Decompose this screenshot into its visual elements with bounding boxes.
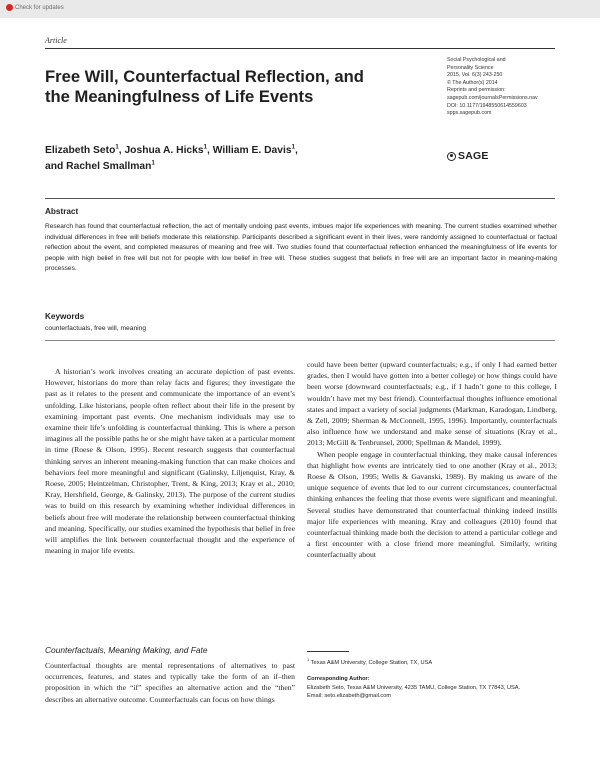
author-affiliation-mark: 1: [291, 144, 295, 151]
body-paragraph: Counterfactual thoughts are mental representations of alternatives to past occurrences, features, and states and typically take the form of an if–then proposition in which the “if” specifies an alternative action and the “then” describes an alternative outcome. Counterfactuals can focus on how things: [45, 661, 295, 704]
journal-site-link[interactable]: spps.sagepub.com: [447, 110, 492, 117]
author-affiliation-mark: 1: [203, 144, 207, 151]
author-list: [45, 143, 405, 175]
author-name: Elizabeth Seto: [45, 145, 116, 156]
affiliation-note: [307, 659, 557, 668]
body-right-column: [307, 359, 557, 561]
abstract-heading: Abstract: [45, 207, 79, 216]
abstract-divider: [45, 198, 555, 199]
sage-ring-icon: [447, 152, 456, 161]
author-affiliation-mark: 1: [115, 144, 119, 151]
check-for-updates-badge[interactable]: [6, 4, 64, 11]
footnote: [307, 659, 557, 701]
check-for-updates-label: Check for updates: [15, 4, 64, 11]
affiliation-text: Texas A&M University, College Station, TX, USA: [310, 660, 433, 666]
corresponding-author-email[interactable]: Email: seto.elizabeth@gmail.com: [307, 693, 392, 700]
affiliation-mark: 1: [307, 657, 310, 663]
abstract-text: Research has found that counterfactual reflection, the act of mentally undoing past events, imbues major life experiences with meaning. The current studies examined whether individual differences in free will beliefs moderate this relationship. Participants described a significant event in their lives, were randomly assigned to counterfactual or factual reflection about the event, and completed measures of meaning and free will. Two studies found that counterfactual reflection enhanced the meaningfulness of life events for people with high belief in free will but not for people with low belief in free will. These studies suggest that beliefs in free will are an important factor in meaning-making processes.: [45, 223, 557, 272]
keywords-divider: [45, 340, 555, 341]
header-divider: [45, 48, 555, 49]
corresponding-author-address: Elizabeth Seto, Texas A&M University, 4235 TAMU, College Station, TX 77843, USA.: [307, 684, 521, 691]
author-separator: ,: [118, 145, 125, 156]
journal-info: [447, 57, 559, 118]
body-paragraph: When people engage in counterfactual thinking, they make causal inferences that highlight how events are intricately tied to one another (Kray et al., 2013; Roese & Olson, 1995; Wells & Gavanski, 1989). By making us aware of the unique sequence of events that led to our current circumstances, counterfactual thinking enhances the feeling that those events were significant and meaningful. Several studies have demonstrated that counterfactual thinking indeed instills major life experiences with meaning. Kray and colleagues (2010) found that counterfactual thinking made both the decision to attend a particular college and a first encounter with a close friend more meaningful. Similarly, writing counterfactually about: [307, 449, 557, 560]
author-separator: ,: [206, 145, 213, 156]
body-paragraph: could have been better (upward counterfactuals; e.g., if only I had earned better grades, then I would have gotten into a better college) or how things could have been worse (downward counterfactuals; e.g., if I hadn’t gone to this college, I wouldn’t have met my best friend). Counterfactual thoughts influence emotional states and impact a variety of social judgments (Markman, Karadogan, Lindberg, & Zell, 2009; Sherman & McConnell, 1995, 1996). Importantly, counterfactuals also influence how we understand and make sense of situations (Kray et al., 2013; McGill & Tenbrunsel, 2000; Spellman & Mandel, 1999).: [307, 360, 557, 448]
sage-logo: [447, 150, 489, 162]
journal-permissions-link[interactable]: sagepub.com/journalsPermissions.nav: [447, 94, 538, 101]
journal-info-line: 2015, Vol. 6(3) 243-250: [447, 72, 503, 79]
author-separator: ,: [294, 145, 298, 156]
journal-info-line: Reprints and permission:: [447, 87, 506, 94]
corresponding-author-heading: Corresponding Author:: [307, 675, 370, 682]
article-type-label: Article: [45, 36, 67, 45]
keywords-heading: Keywords: [45, 312, 85, 321]
author-affiliation-mark: 1: [151, 160, 155, 167]
journal-info-line: © The Author(s) 2014: [447, 79, 498, 86]
doi-link[interactable]: DOI: 10.1177/1948550614559603: [447, 102, 527, 109]
body-left-column: [45, 366, 295, 556]
top-bar: [0, 0, 600, 18]
author-name: William E. Davis: [212, 145, 292, 156]
journal-info-line: Personality Science: [447, 64, 494, 71]
body-paragraph: A historian’s work involves creating an accurate depiction of past events. However, historians do more than relay facts and figures; they investigate the past as it relates to the present and communicate the importance of an event’s unfolding. Like historians, people often reflect about their life in the present by examining important past events. One mechanism individuals may use to examine their life’s unfolding is counterfactual thinking. This is where a person imagines all the possible paths he or she might have taken at a particular moment in time (Roese & Olson, 1995). Recent research suggests that counterfactual thinking serves an inherent meaning-making function that can make choices and behaviors feel more meaningful and significant (Galinsky, Liljenquist, Kray, & Roese, 2005; Heintzelman, Christopher, Trent, & King, 2013; Kray et al., 2010; Kray, Hershfield, George, & Galinsky, 2013). The purpose of the current studies was to build on this research by examining whether individual differences in beliefs about free will moderate the relationship between counterfactual thinking and meaning. Specifically, our studies examined the hypothesis that belief in free will amplifies the link between counterfactual thought and the experience of meaning in major life events.: [45, 367, 295, 556]
body-left-column-continued: [45, 660, 295, 705]
footnote-divider: [307, 651, 349, 652]
crossmark-icon: [6, 4, 13, 11]
author-name: Joshua A. Hicks: [124, 145, 204, 156]
author-name: and Rachel Smallman: [45, 161, 152, 172]
journal-info-line: Social Psychological and: [447, 57, 506, 63]
sage-logo-text: SAGE: [458, 150, 489, 162]
section-subheading: Counterfactuals, Meaning Making, and Fate: [45, 645, 208, 655]
keywords-text: counterfactuals, free will, meaning: [45, 325, 147, 332]
article-title: Free Will, Counterfactual Reflection, and the Meaningfulness of Life Events: [45, 67, 364, 106]
